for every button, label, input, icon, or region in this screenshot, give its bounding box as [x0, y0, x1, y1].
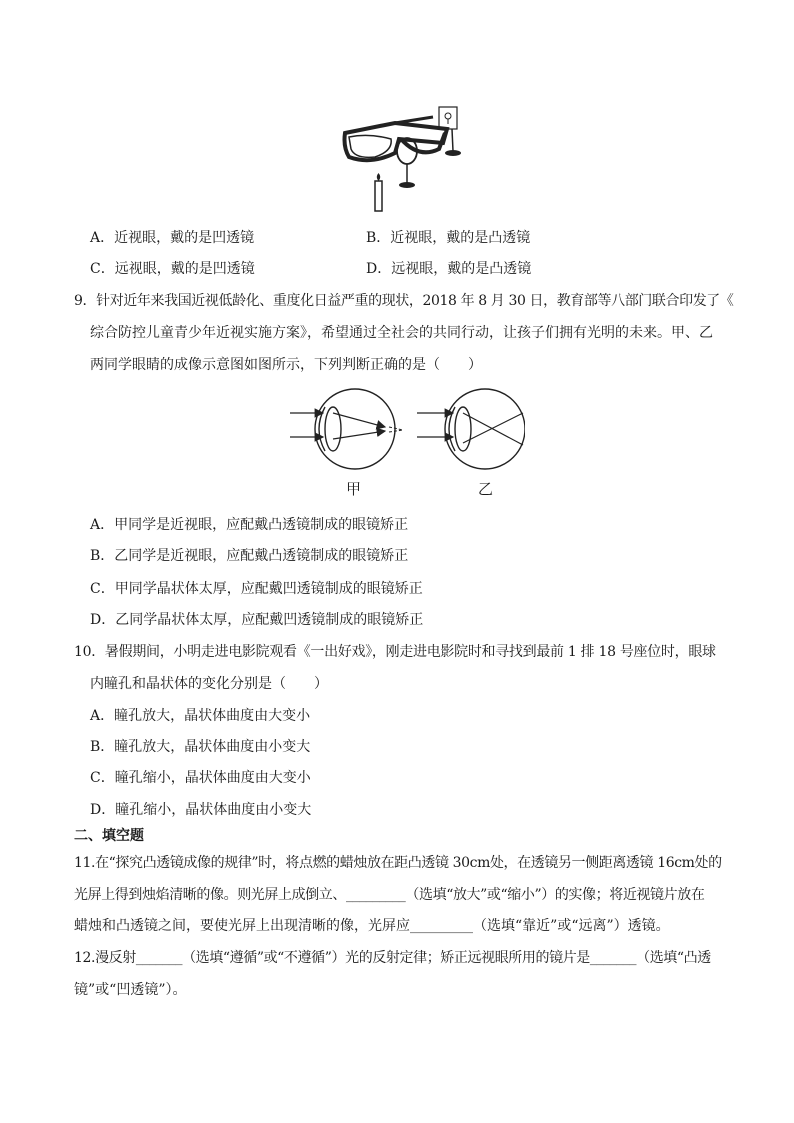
- option-c: C．远视眼，戴的是凹透镜: [90, 261, 255, 277]
- glasses-candle-figure: [335, 103, 470, 215]
- question-9-option-d: D．乙同学晶状体太厚，应配戴凹透镜制成的眼镜矫正: [90, 612, 424, 628]
- question-9-line-2: 综合防控儿童青少年近视实施方案》，希望通过全社会的共同行动，让孩子们拥有光明的未来。甲、乙: [90, 325, 713, 341]
- question-9-option-c: C．甲同学晶状体太厚，应配戴凹透镜制成的眼镜矫正: [90, 581, 423, 597]
- question-10-option-a: A．瞳孔放大，晶状体曲度由大变小: [90, 708, 311, 724]
- option-b: B．近视眼，戴的是凸透镜: [366, 230, 531, 246]
- eye-diagram-left: [290, 389, 403, 469]
- question-9-option-a: A．甲同学是近视眼，应配戴凸透镜制成的眼镜矫正: [90, 517, 409, 533]
- option-d: D．远视眼，戴的是凸透镜: [366, 261, 532, 277]
- question-12-line-1: 12.漫反射_______（选填“遵循”或“不遵循”）光的反射定律；矫正远视眼所用的镜片是_______（选填“凸透: [74, 950, 711, 966]
- question-11-line-2: 光屏上得到烛焰清晰的像。则光屏上成倒立、_________（选填“放大”或“缩小”）的实像；将近视镜片放在: [74, 887, 705, 903]
- eye-diagram-right: [417, 389, 525, 469]
- question-9-line-1: 9．针对近年来我国近视低龄化、重度化日益严重的现状，2018 年 8 月 30 日，教育部等八部门联合印发了《: [74, 293, 734, 309]
- question-12-line-2: 镜”或“凹透镜”）。: [74, 982, 187, 998]
- option-a: A．近视眼，戴的是凹透镜: [90, 230, 255, 246]
- question-10-option-b: B．瞳孔放大，晶状体曲度由小变大: [90, 739, 311, 755]
- question-10-line-2: 内瞳孔和晶状体的变化分别是（ ）: [90, 676, 328, 692]
- figure-label-yi: 乙: [478, 480, 494, 498]
- question-9-line-3: 两同学眼睛的成像示意图如图所示，下列判断正确的是（ ）: [90, 357, 482, 373]
- question-10-line-1: 10．暑假期间，小明走进电影院观看《一出好戏》，刚走进电影院时和寻找到最前 1 排 18 号座位时，眼球: [74, 644, 716, 660]
- question-9-option-b: B．乙同学是近视眼，应配戴凸透镜制成的眼镜矫正: [90, 548, 409, 564]
- figure-label-jia: 甲: [346, 480, 362, 498]
- eye-diagram-figure: [285, 383, 525, 473]
- question-11-line-3: 蜡烛和凸透镜之间，要使光屏上出现清晰的像，光屏应_________（选填“靠近”或“远离”）透镜。: [74, 918, 670, 934]
- question-10-option-d: D．瞳孔缩小，晶状体曲度由小变大: [90, 802, 312, 818]
- section-heading: 二、填空题: [74, 828, 144, 844]
- question-11-line-1: 11.在“探究凸透镜成像的规律”时，将点燃的蜡烛放在距凸透镜 30cm处，在透镜另一侧距离透镜 16cm处的: [74, 855, 722, 871]
- question-10-option-c: C．瞳孔缩小，晶状体曲度由大变小: [90, 770, 311, 786]
